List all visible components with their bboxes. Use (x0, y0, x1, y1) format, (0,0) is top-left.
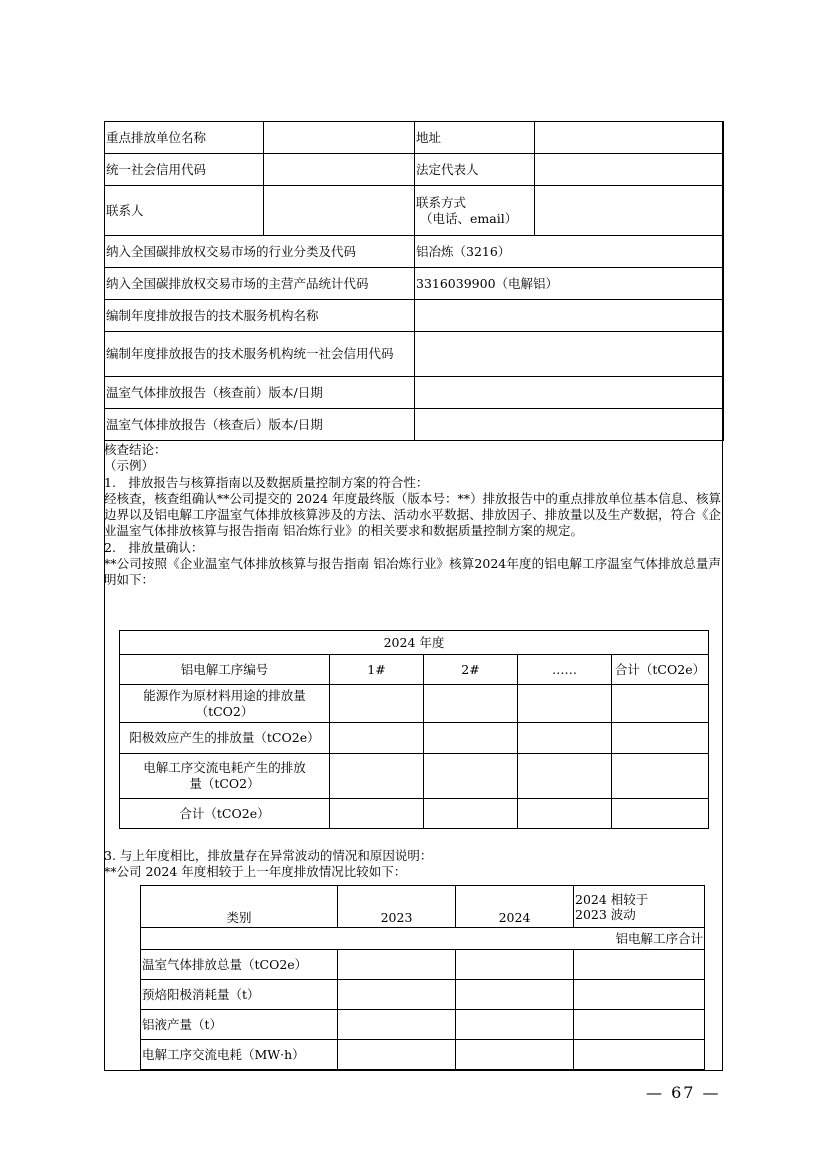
row-label (120, 685, 330, 723)
year-header: 2024 年度 (120, 631, 709, 655)
product-code-value: 3316039900（电解铝） (415, 268, 724, 300)
row-label-line-2: 量（tCO2） (189, 776, 260, 791)
table-cell[interactable] (574, 1010, 705, 1040)
page-number: — 67 — (646, 1083, 721, 1102)
row-label: 电解工序交流电耗（MW·h） (141, 1040, 338, 1070)
table-cell[interactable] (424, 799, 518, 829)
conclusion-example-note: （示例） (104, 458, 155, 474)
credit-code-label: 统一社会信用代码 (105, 154, 264, 186)
table-row (120, 799, 709, 829)
table-row (120, 754, 709, 799)
table-row (105, 186, 724, 236)
legal-rep-label: 法定代表人 (415, 154, 535, 186)
section-3 (104, 848, 721, 879)
credit-code-value[interactable] (264, 154, 415, 186)
table-row (120, 723, 709, 754)
table-cell[interactable] (456, 1040, 574, 1070)
industry-label: 纳入全国碳排放权交易市场的行业分类及代码 (105, 236, 415, 268)
table-cell[interactable] (612, 723, 709, 754)
row-label-line-1: 能源作为原材料用途的排放量 (143, 687, 306, 703)
table-cell[interactable] (518, 799, 612, 829)
year-comparison-table (140, 885, 705, 1070)
section-1-heading: 1. 排放报告与核算指南以及数据质量控制方案的符合性： (104, 474, 429, 490)
table-row (120, 631, 709, 655)
legal-rep-value[interactable] (535, 154, 724, 186)
report-after-value[interactable] (415, 409, 724, 441)
change-header (574, 886, 705, 928)
contact-method-title: 联系方式 (416, 194, 467, 210)
table-row (120, 655, 709, 685)
change-header-line-2: 2023 波动 (575, 906, 636, 922)
table-row (141, 1010, 705, 1040)
unit-info-table (104, 121, 724, 441)
report-after-label: 温室气体排放报告（核查后）版本/日期 (105, 409, 415, 441)
table-row (105, 409, 724, 441)
table-cell[interactable] (330, 754, 424, 799)
table-row (141, 886, 705, 928)
table-row (105, 154, 724, 186)
row-label: 合计（tCO2e） (120, 799, 330, 829)
table-cell[interactable] (338, 1040, 456, 1070)
table-cell[interactable] (424, 723, 518, 754)
unit-name-value[interactable] (264, 122, 415, 154)
agency-code-label: 编制年度排放报告的技术服务机构统一社会信用代码 (105, 332, 415, 377)
section-3-intro: **公司 2024 年度相较于上一年度排放情况比较如下： (104, 863, 407, 879)
table-cell[interactable] (330, 799, 424, 829)
table-row (141, 1040, 705, 1070)
contact-method-value[interactable] (535, 186, 724, 236)
contact-person-label: 联系人 (105, 186, 264, 236)
table-cell[interactable] (612, 685, 709, 723)
agency-name-value[interactable] (415, 300, 724, 332)
table-row (141, 950, 705, 980)
table-cell[interactable] (338, 1010, 456, 1040)
table-cell[interactable] (574, 950, 705, 980)
table-cell[interactable] (338, 980, 456, 1010)
process-number-header: 铝电解工序编号 (120, 655, 330, 685)
table-cell[interactable] (456, 1010, 574, 1040)
table-row (141, 980, 705, 1010)
table-cell[interactable] (612, 799, 709, 829)
year-2023-header: 2023 (338, 886, 456, 928)
agency-name-label: 编制年度排放报告的技术服务机构名称 (105, 300, 415, 332)
unit-name-label: 重点排放单位名称 (105, 122, 264, 154)
product-code-label: 纳入全国碳排放权交易市场的主营产品统计代码 (105, 268, 415, 300)
industry-value: 铝冶炼（3216） (415, 236, 724, 268)
process-more-header: …… (518, 655, 612, 685)
table-cell[interactable] (330, 685, 424, 723)
contact-method-subtitle: （电话、email） (420, 210, 518, 226)
table-row (105, 300, 724, 332)
process-1-header: 1# (330, 655, 424, 685)
report-before-label: 温室气体排放报告（核查前）版本/日期 (105, 377, 415, 409)
table-row (105, 122, 724, 154)
table-row (105, 377, 724, 409)
table-cell[interactable] (424, 685, 518, 723)
section-2-body: **公司按照《企业温室气体排放核算与报告指南 铝冶炼行业》核算2024年度的铝电解工序温室气体排放总量声明如下： (104, 556, 721, 588)
table-cell[interactable] (456, 950, 574, 980)
contact-method-label (415, 186, 535, 236)
conclusion-title: 核查结论： (104, 442, 167, 457)
table-cell[interactable] (330, 723, 424, 754)
total-header: 合计（tCO2e） (612, 655, 709, 685)
table-cell[interactable] (518, 685, 612, 723)
report-before-value[interactable] (415, 377, 724, 409)
table-cell[interactable] (456, 980, 574, 1010)
process-2-header: 2# (424, 655, 518, 685)
table-row (120, 685, 709, 723)
table-cell[interactable] (518, 723, 612, 754)
section-1-body: 经核查，核查组确认**公司提交的 2024 年度最终版（版本号：**）排放报告中的重点排放单位基本信息、核算边界以及铝电解工序温室气体排放核算涉及的方法、活动水平数据、排放因子、排放量以及生产数据，符合《企业温室气体排放核算与报告指南 铝冶炼行业》的相关要求和数据质量控制方案的规定。 (104, 490, 721, 539)
row-label: 铝液产量（t） (141, 1010, 338, 1040)
address-value[interactable] (535, 122, 724, 154)
verification-conclusion (104, 442, 721, 589)
row-label: 阳极效应产生的排放量（tCO2e） (120, 723, 330, 754)
table-row (105, 236, 724, 268)
row-label: 预焙阳极消耗量（t） (141, 980, 338, 1010)
row-label (120, 754, 330, 799)
row-label-line-1: 电解工序交流电耗产生的排放 (143, 760, 306, 775)
table-cell[interactable] (574, 1040, 705, 1070)
table-cell[interactable] (574, 980, 705, 1010)
address-label: 地址 (415, 122, 535, 154)
section-3-heading: 3. 与上年度相比，排放量存在异常波动的情况和原因说明： (104, 848, 433, 863)
agency-code-value[interactable] (415, 332, 724, 377)
year-2024-header: 2024 (456, 886, 574, 928)
contact-person-value[interactable] (264, 186, 415, 236)
table-cell[interactable] (612, 754, 709, 799)
emission-total-table (119, 630, 709, 829)
table-cell[interactable] (518, 754, 612, 799)
table-cell[interactable] (338, 950, 456, 980)
section-2-heading: 2. 排放量确认： (104, 539, 204, 555)
process-total-subheader: 铝电解工序合计 (141, 928, 705, 950)
table-row (141, 928, 705, 950)
change-header-line-1: 2024 相较于 (575, 891, 649, 907)
row-label-line-2: （tCO2） (195, 703, 254, 719)
table-row (105, 268, 724, 300)
table-cell[interactable] (424, 754, 518, 799)
row-label: 温室气体排放总量（tCO2e） (141, 950, 338, 980)
category-header: 类别 (141, 886, 338, 928)
table-row (105, 332, 724, 377)
